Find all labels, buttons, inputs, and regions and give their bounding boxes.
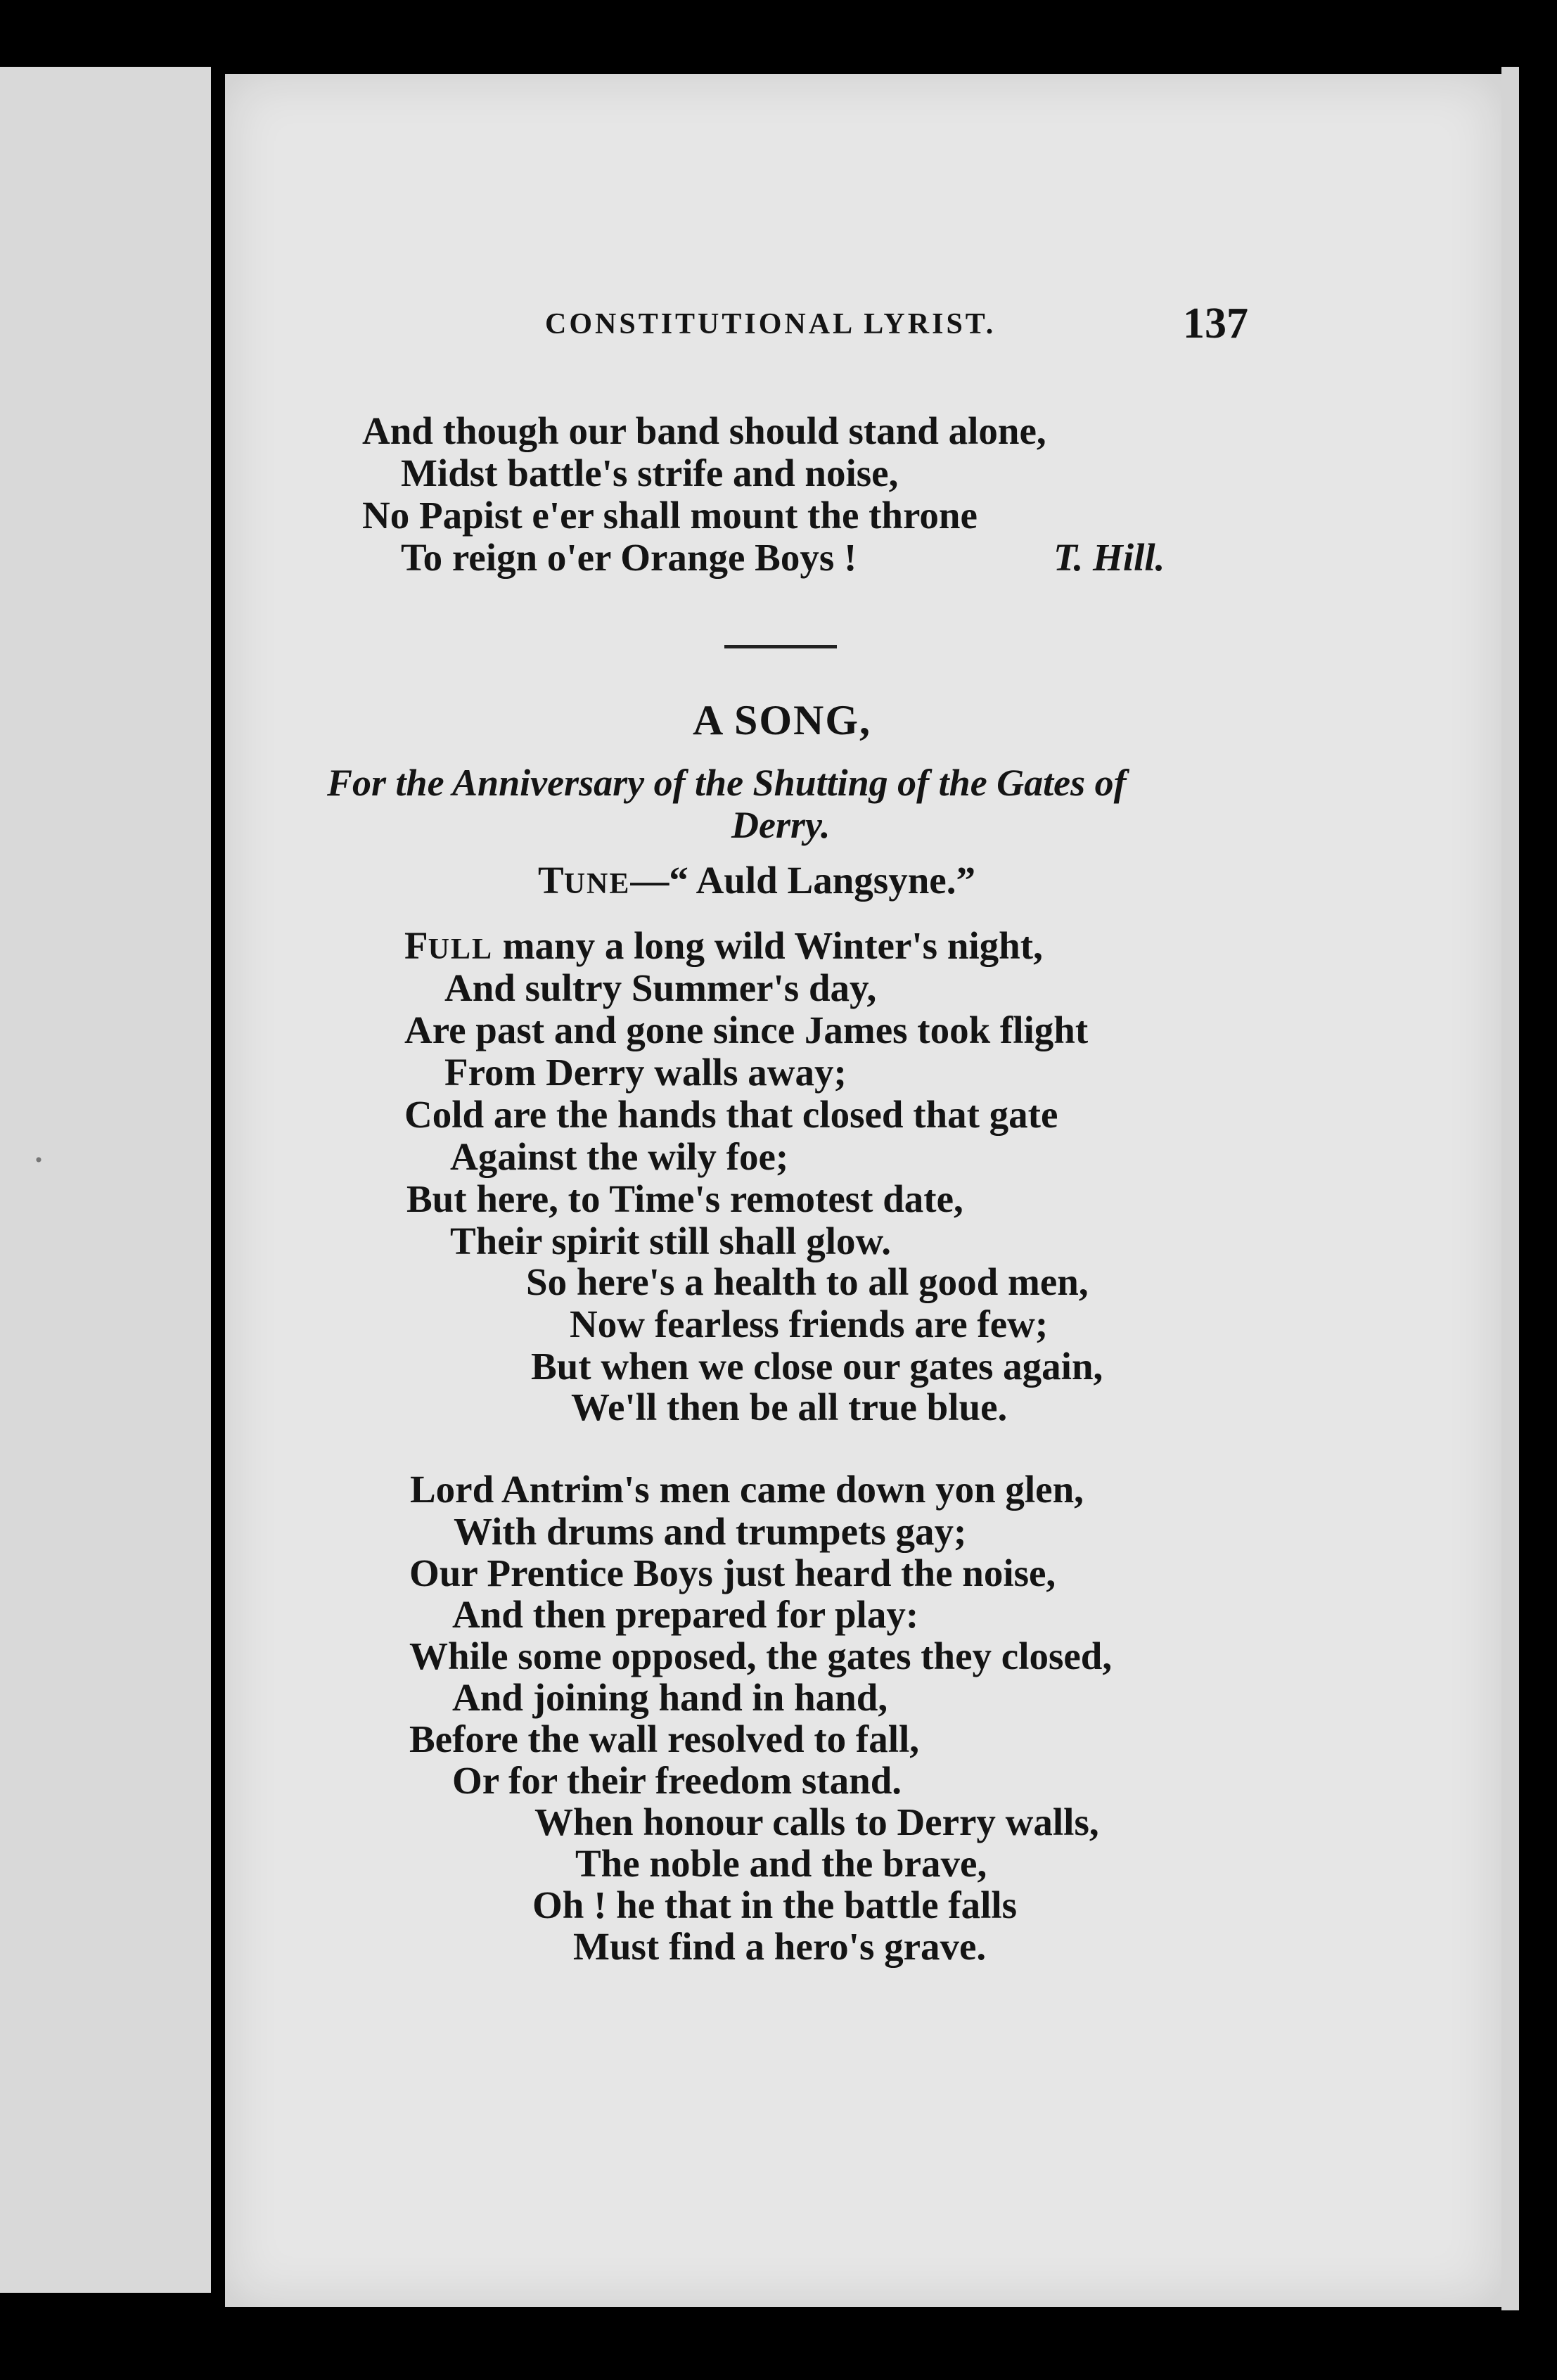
tune-label-initial: T: [538, 859, 564, 902]
song-subtitle-cont: Derry.: [731, 804, 831, 846]
chorus-line: The noble and the brave,: [575, 1842, 987, 1885]
facing-page: [0, 67, 215, 2293]
song-subtitle: For the Anniversary of the Shutting of the Gates of: [327, 762, 1127, 804]
stanza-line: With drums and trumpets gay;: [454, 1510, 967, 1553]
stanza-line: Against the wily foe;: [450, 1135, 789, 1178]
stanza-line: But here, to Time's remotest date,: [406, 1177, 963, 1220]
stanza-line: Are past and gone since James took flight: [404, 1009, 1089, 1051]
stanza-line: Or for their freedom stand.: [452, 1759, 902, 1802]
first-line-rest: many a long wild Winter's night,: [492, 924, 1043, 967]
stanza-line: While some opposed, the gates they closed,: [409, 1634, 1113, 1677]
chorus-line: So here's a health to all good men,: [526, 1260, 1089, 1303]
book-gutter: [211, 0, 225, 2380]
stanza-line: And then prepared for play:: [452, 1593, 919, 1636]
tune-name: —“ Auld Langsyne.”: [630, 859, 975, 902]
stanza-line: Before the wall resolved to fall,: [409, 1717, 920, 1760]
stanza-line: Lord Antrim's men came down yon glen,: [410, 1468, 1084, 1511]
stanza-line: Our Prentice Boys just heard the noise,: [409, 1552, 1056, 1594]
chorus-line: We'll then be all true blue.: [571, 1386, 1008, 1428]
drop-initial: F: [404, 924, 428, 967]
stanza-line: Their spirit still shall glow.: [450, 1220, 891, 1262]
song-title: A SONG,: [693, 697, 872, 743]
tune-label-rest: UNE: [563, 868, 631, 900]
page-edge: [1501, 67, 1519, 2310]
page-number: 137: [1183, 300, 1248, 347]
stanza-line: And joining hand in hand,: [452, 1676, 888, 1719]
tune-line: [538, 858, 975, 902]
attribution: T. Hill.: [1053, 536, 1165, 579]
stanza-line: Cold are the hands that closed that gate: [404, 1093, 1058, 1136]
section-divider: [724, 645, 837, 648]
poem-line: To reign o'er Orange Boys !: [401, 536, 857, 579]
small-caps-word: ULL: [428, 933, 493, 966]
poem-line: Midst battle's strife and noise,: [401, 452, 899, 494]
chorus-line: Oh ! he that in the battle falls: [532, 1883, 1018, 1926]
chorus-line: But when we close our gates again,: [531, 1345, 1103, 1388]
chorus-line: When honour calls to Derry walls,: [534, 1800, 1099, 1843]
chorus-line: Now fearless friends are few;: [570, 1303, 1049, 1345]
stanza-first-line: [404, 925, 1043, 971]
stanza-line: And sultry Summer's day,: [444, 966, 877, 1009]
poem-line: No Papist e'er shall mount the throne: [362, 494, 978, 537]
chorus-line: Must find a hero's grave.: [573, 1925, 987, 1968]
running-title: CONSTITUTIONAL LYRIST.: [545, 308, 997, 340]
stanza-line: From Derry walls away;: [444, 1051, 847, 1094]
poem-line: And though our band should stand alone,: [362, 409, 1046, 452]
facing-page-smudge: ·: [32, 1137, 46, 1183]
